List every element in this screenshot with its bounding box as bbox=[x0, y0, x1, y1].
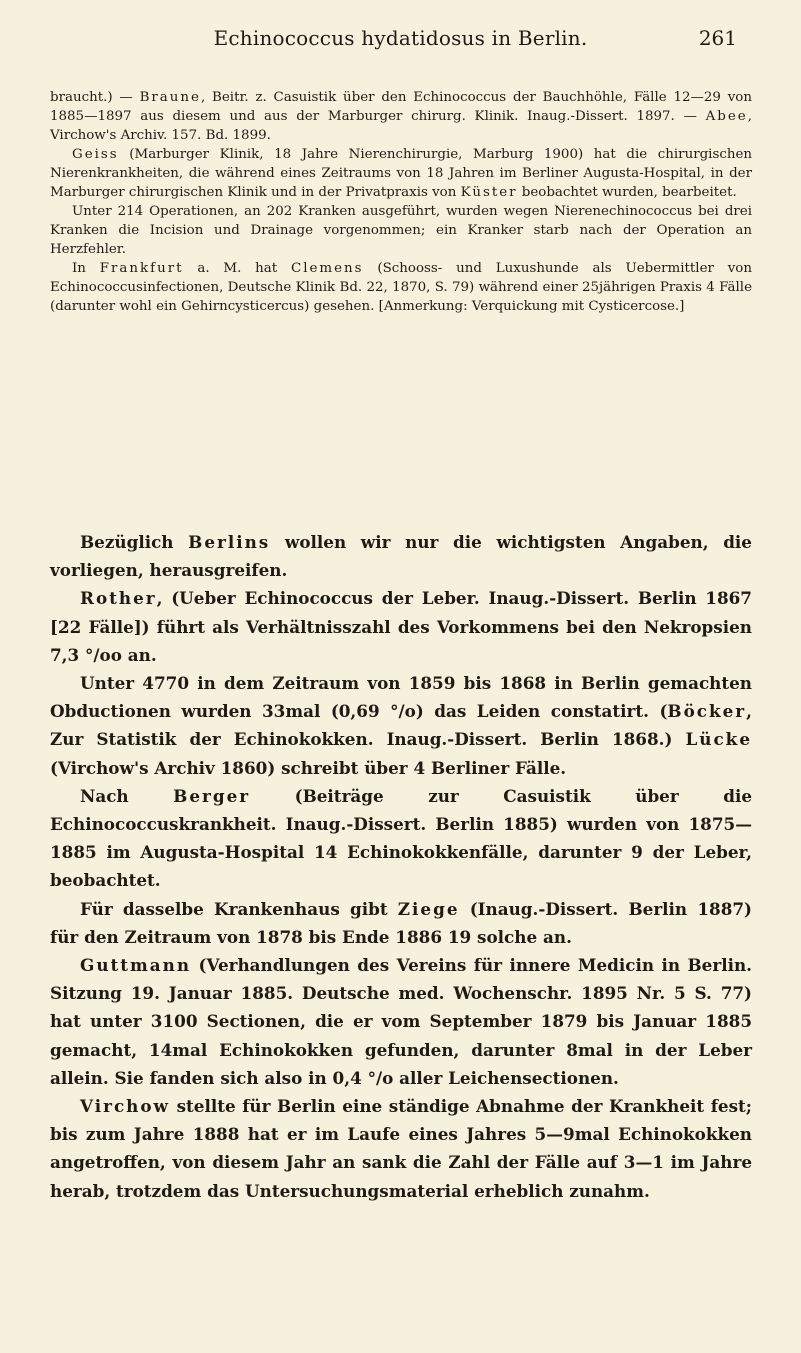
author-name: Geiss bbox=[72, 147, 119, 162]
author-name: Böcker bbox=[667, 701, 747, 722]
page-header bbox=[0, 26, 801, 56]
footnote-paragraph: Geiss (Marburger Klinik, 18 Jahre Nierenchirurgie, Marburg 1900) hat die chirurgischen Nierenkrankheiten, die während eines Zeitraums von 18 Jahren im Berliner Augusta-Hospital, in der Marburger chirurgischen Klinik und in der Privatpraxis von Küster beobachtet wurden, bearbeitet. bbox=[50, 147, 752, 200]
author-name: Ziege bbox=[397, 898, 460, 919]
footnote-paragraph: In Frankfurt a. M. hat Clemens (Schooss- und Luxushunde als Uebermittler von Echinococcusinfectionen, Deutsche Klinik Bd. 22, 1870, S. 79) während einer 25jährigen Praxis 4 Fälle (darunter wohl ein Gehirncysticercus) gesehen. [Anmerkung: Verquickung mit Cysticercose.] bbox=[50, 261, 752, 314]
footnote-paragraph: braucht.) — Braune, Beitr. z. Casuistik über den Echinococcus der Bauchhöhle, Fälle 12—29 von 1885—1897 aus diesem und aus der Marburger chirurg. Klinik. Inaug.-Dissert. 1897. — Abee, Virchow's Archiv. 157. Bd. 1899. bbox=[50, 90, 752, 143]
main-paragraph: Rother, (Ueber Echinococcus der Leber. Inaug.-Dissert. Berlin 1867 [22 Fälle]) führt als Verhältnisszahl des Vorkommens bei den Nekropsien 7,3 °/oo an. bbox=[50, 588, 752, 665]
main-paragraph: Nach Berger (Beiträge zur Casuistik über die Echinococcuskrankheit. Inaug.-Dissert. Berlin 1885) wurden von 1875—1885 im Augusta-Hospital 14 Echinokokkenfälle, darunter 9 der Leber, beobachtet. bbox=[50, 785, 752, 891]
author-name: Küster bbox=[460, 185, 518, 200]
author-name: Braune bbox=[139, 90, 201, 105]
main-paragraph: Virchow stellte für Berlin eine ständige Abnahme der Krankheit fest; bis zum Jahre 1888 hat er im Laufe eines Jahres 5—9mal Echinokokken angetroffen, von diesem Jahr an sank die Zahl der Fälle auf 3—1 im Jahre herab, trotzdem das Untersuchungsmaterial erheblich zunahm. bbox=[50, 1096, 752, 1201]
main-paragraph: Bezüglich Berlins wollen wir nur die wichtigsten Angaben, die vorliegen, herausgreifen. bbox=[50, 532, 752, 581]
main-paragraph: Guttmann (Verhandlungen des Vereins für innere Medicin in Berlin. Sitzung 19. Januar 1885. Deutsche med. Wochenschr. 1895 Nr. 5 S. 77) hat unter 3100 Sectionen, die er vom September 1879 bis Januar 1885 gemacht, 14mal Echinokokken gefunden, darunter 8mal in der Leber allein. Sie fanden sich also in 0,4 °/o aller Leichensectionen. bbox=[50, 955, 752, 1088]
main-paragraph: Unter 4770 in dem Zeitraum von 1859 bis 1868 in Berlin gemachten Obductionen wurden 33mal (0,69 °/o) das Leiden constatirt. (Böcker, Zur Statistik der Echinokokken. Inaug.-Dissert. Berlin 1868.) Lücke (Virchow's Archiv 1860) schreibt über 4 Berliner Fälle. bbox=[50, 673, 752, 778]
author-name: Clemens bbox=[290, 261, 364, 276]
place-name: Frankfurt bbox=[99, 261, 184, 276]
footnote-paragraph: Unter 214 Operationen, an 202 Kranken ausgeführt, wurden wegen Nierenechinococcus bei drei Kranken die Incision und Drainage vorgenommen; ein Kranker starb nach der Operation an Herzfehler. bbox=[50, 204, 752, 257]
main-paragraph: Für dasselbe Krankenhaus gibt Ziege (Inaug.-Dissert. Berlin 1887) für den Zeitraum von 1878 bis Ende 1886 19 solche an. bbox=[50, 898, 752, 947]
author-name: Rother bbox=[80, 588, 157, 609]
place-name: Berlins bbox=[188, 532, 271, 552]
main-text-block bbox=[50, 528, 752, 1205]
running-title: Echinococcus hydatidosus in Berlin. bbox=[213, 26, 588, 50]
author-name: Lücke bbox=[685, 729, 752, 750]
footnote-block bbox=[50, 88, 752, 316]
author-name: Berger bbox=[173, 785, 251, 806]
author-name: Abee bbox=[705, 109, 748, 124]
author-name: Guttmann bbox=[80, 955, 192, 976]
page-number: 261 bbox=[698, 26, 737, 50]
author-name: Virchow bbox=[80, 1096, 170, 1117]
